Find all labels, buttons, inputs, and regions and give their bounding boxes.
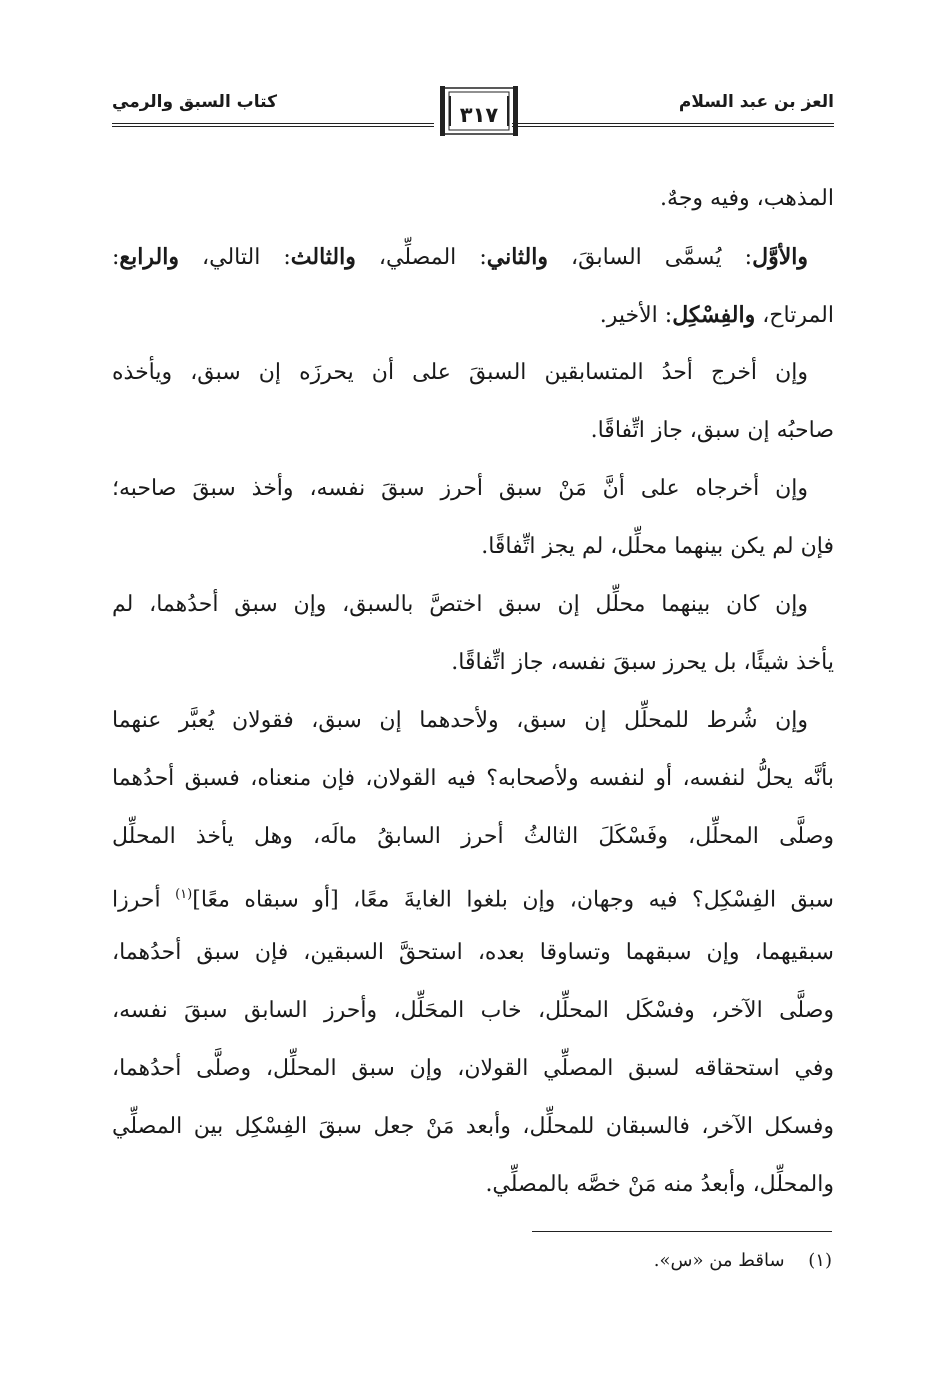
- text-run: :: [112, 245, 120, 270]
- text-line: [112, 344, 834, 402]
- text-run: سبق الفِسْكِل؟ فيه وجهان، وإن بلغوا الغايةَ معًا، [أو سبقاه معًا]: [192, 887, 834, 913]
- text-run: : التالي،: [178, 245, 291, 270]
- text-line: [112, 170, 834, 228]
- text-run: يأخذ شيئًا، بل يحرز سبقَ نفسه، جاز اتِّفاقًا.: [451, 650, 834, 675]
- text-line: [112, 808, 834, 866]
- text-run: بأنَّه يحلُّ لنفسه، أو لنفسه ولأصحابه؟ فيه القولان، فإن منعناه، فسبق أحدُهما: [112, 766, 834, 791]
- text-line: [112, 750, 834, 808]
- text-run: وإن شُرط للمحلِّل إن سبق، ولأحدهما إن سبق، فقولان يُعبَّر عنهما: [112, 708, 808, 733]
- text-line: [112, 402, 834, 460]
- text-line: [112, 286, 834, 344]
- text-line: [112, 866, 834, 924]
- text-run: وإن أخرج أحدُ المتسابقين السبقَ على أن يحرزَه إن سبق، ويأخذه: [112, 360, 808, 385]
- text-run: وصلَّى الآخر، وفسْكَل المحلِّل، خاب المحَلِّل، وأحرز السابق سبقَ نفسه،: [112, 998, 834, 1023]
- main-text: [112, 170, 834, 1214]
- text-line: [112, 518, 834, 576]
- footnote: [654, 1250, 832, 1271]
- text-line: [112, 576, 834, 634]
- text-run: أحرزا: [112, 887, 176, 913]
- header-book-title: كتاب السبق والرمي: [112, 92, 277, 112]
- text-run: المرتاح،: [755, 303, 834, 328]
- header-rule-right: [512, 123, 834, 127]
- page-number: ٣١٧: [459, 103, 499, 127]
- text-line: [112, 1156, 834, 1214]
- text-run: فإن لم يكن بينهما محلِّل، لم يجز اتِّفاقًا.: [481, 534, 834, 559]
- header-author: العز بن عبد السلام: [678, 92, 834, 112]
- text-run: صاحبُه إن سبق، جاز اتِّفاقًا.: [590, 418, 834, 443]
- text-run: المذهب، وفيه وجهٌ.: [660, 186, 834, 211]
- text-run: وإن كان بينهما محلِّل إن سبق اختصَّ بالسبق، وإن سبق أحدُهما، لم: [112, 592, 808, 617]
- footnote-number: (١): [808, 1250, 832, 1271]
- text-run: : المصلِّي،: [355, 245, 487, 270]
- footnote-separator: [532, 1231, 832, 1232]
- bold-term: والرابع: [119, 244, 179, 270]
- text-run: وإن أخرجاه على أنَّ مَنْ سبق أحرز سبقَ نفسه، وأخذ سبقَ صاحبه؛: [112, 476, 808, 501]
- text-line: [112, 982, 834, 1040]
- page-number-frame: [440, 86, 518, 136]
- text-line: [112, 924, 834, 982]
- text-run: : الأخير.: [599, 303, 673, 328]
- text-run: وفي استحقاقه لسبق المصلِّي القولان، وإن سبق المحلِّل، وصلَّى أحدُهما،: [112, 1056, 834, 1081]
- text-line: [112, 634, 834, 692]
- bold-term: والفِسْكِل: [672, 302, 756, 328]
- bold-term: والثالث: [290, 244, 356, 270]
- text-run: وصلَّى المحلِّل، وفَسْكَلَ الثالثُ أحرز السابقُ مالَه، وهل يأخذ المحلِّل: [112, 824, 834, 849]
- text-run: : يُسمَّى السابقَ،: [547, 245, 753, 270]
- text-line: [112, 228, 834, 286]
- text-line: [112, 692, 834, 750]
- header-rule-left: [112, 123, 434, 127]
- footnote-marker: (١): [175, 887, 193, 902]
- text-run: وفسكل الآخر، فالسبقان للمحلِّل، وأبعد مَنْ جعل سبقَ الفِسْكِل بين المصلِّي: [112, 1114, 834, 1139]
- text-run: والمحلِّل، وأبعدُ منه مَنْ خصَّه بالمصلِّي.: [485, 1172, 834, 1197]
- bold-term: والأوَّل: [752, 244, 808, 270]
- text-run: سبقيهما، وإن سبقهما وتساوقا بعده، استحقَّ السبقين، فإن سبق أحدُهما،: [112, 940, 834, 965]
- text-line: [112, 1098, 834, 1156]
- text-line: [112, 1040, 834, 1098]
- text-line: [112, 460, 834, 518]
- running-header: [112, 86, 834, 136]
- footnote-text: ساقط من «س».: [653, 1250, 785, 1271]
- bold-term: والثاني: [486, 244, 548, 270]
